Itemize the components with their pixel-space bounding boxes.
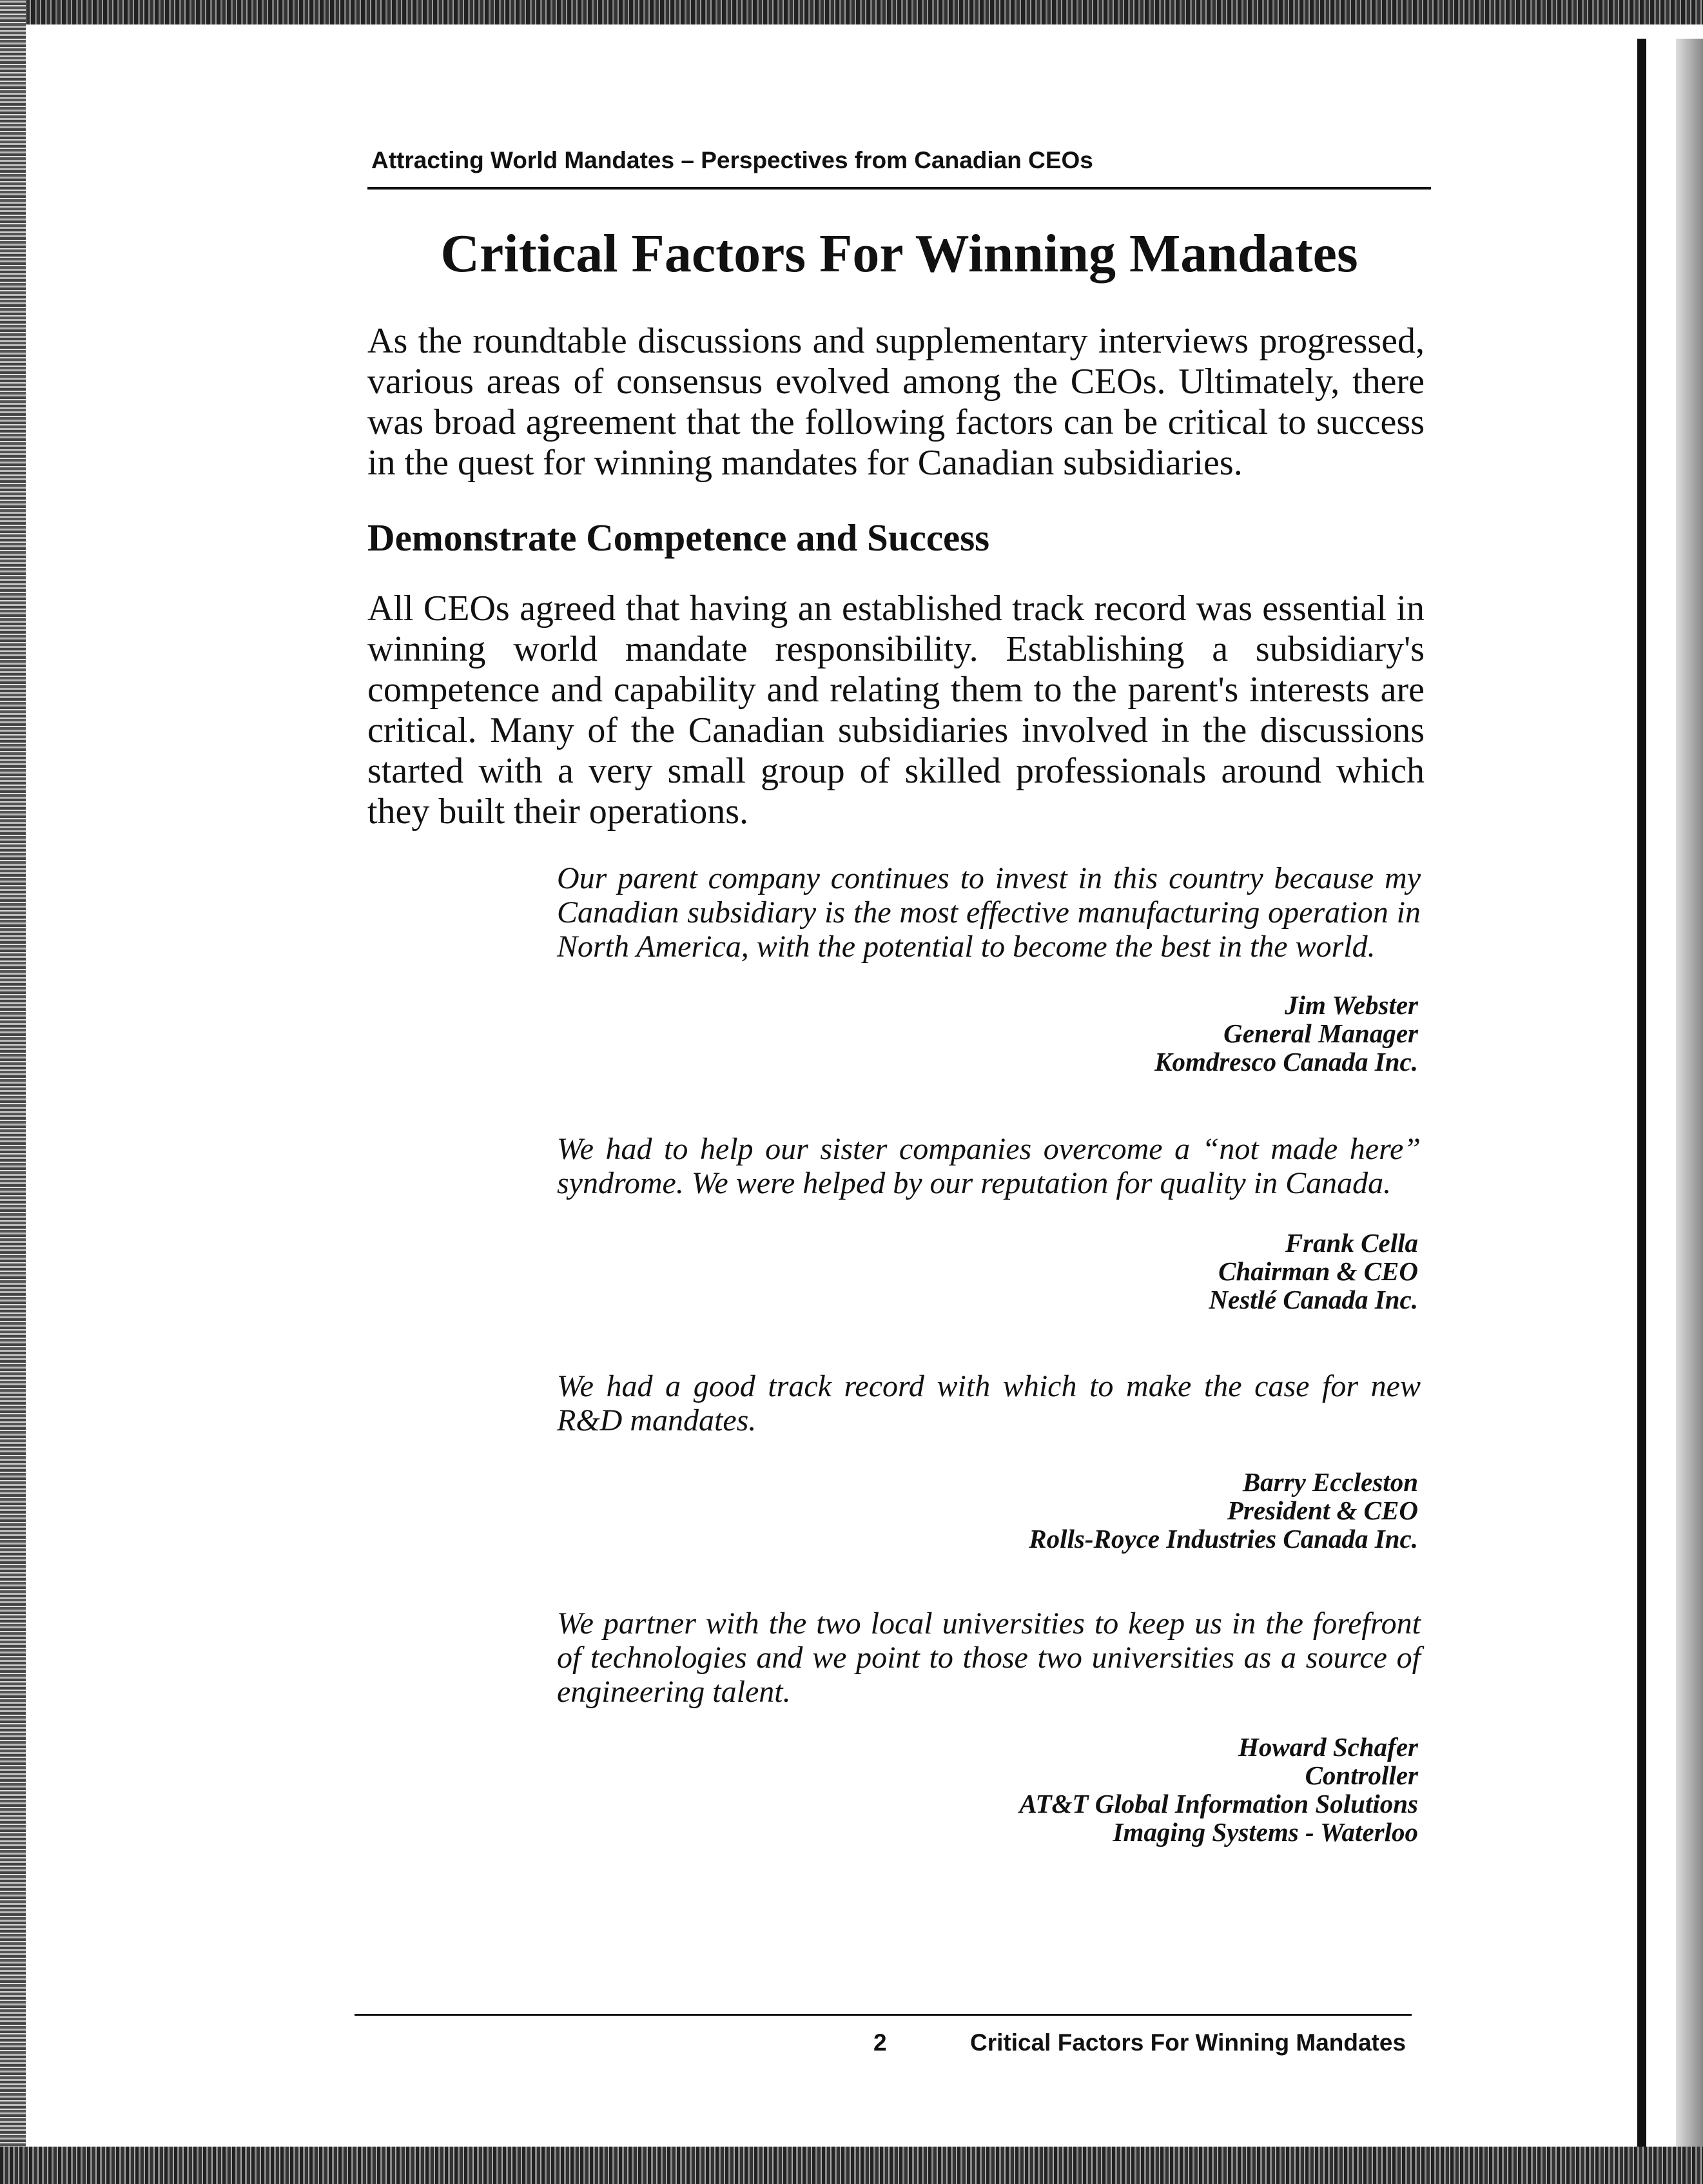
scan-border-top (0, 0, 1703, 24)
attribution-company: Komdresco Canada Inc. (1154, 1047, 1418, 1077)
running-header: Attracting World Mandates – Perspectives from Canadian CEOs (371, 147, 1093, 173)
scan-border-left (0, 0, 26, 2184)
attribution-title: President & CEO (1227, 1496, 1418, 1525)
footer-rule (355, 2014, 1412, 2016)
section-heading: Demonstrate Competence and Success (367, 516, 990, 559)
quote-attribution (838, 1733, 1418, 1846)
page-title: Critical Factors For Winning Mandates (440, 224, 1358, 284)
attribution-name: Barry Eccleston (1242, 1467, 1418, 1497)
attribution-company: AT&T Global Information Solutions (1019, 1789, 1418, 1818)
quote-attribution (838, 1229, 1418, 1314)
quote-attribution (838, 991, 1418, 1076)
attribution-title: Controller (1305, 1760, 1418, 1790)
page-number: 2 (873, 2029, 887, 2056)
attribution-company: Nestlé Canada Inc. (1209, 1285, 1418, 1314)
quote-attribution (838, 1468, 1418, 1553)
attribution-division: Imaging Systems - Waterloo (1113, 1817, 1418, 1847)
attribution-title: Chairman & CEO (1218, 1256, 1418, 1286)
scan-shade-right (1676, 39, 1703, 2147)
attribution-company: Rolls-Royce Industries Canada Inc. (1029, 1524, 1418, 1554)
header-rule (367, 187, 1431, 190)
section-paragraph: All CEOs agreed that having an established track record was essential in winning world mandate responsibility. Establishing a subsidiary's competence and capability and relating them to the parent's interests are critical. Many of the Canadian subsidiaries involved in the discussions started with a very small group of skilled professionals around which they built their operations. (367, 589, 1425, 832)
scan-border-bottom (0, 2147, 1703, 2184)
quote-text: We partner with the two local universities to keep us in the forefront of technologies and we point to those two universities as a source of engineering talent. (557, 1606, 1421, 1709)
footer-title: Critical Factors For Winning Mandates (970, 2029, 1406, 2056)
attribution-name: Frank Cella (1285, 1228, 1418, 1258)
attribution-title: General Manager (1223, 1019, 1418, 1048)
quote-text: We had to help our sister companies overcome a “not made here” syndrome. We were helped by our reputation for quality in Canada. (557, 1132, 1421, 1200)
quote-text: Our parent company continues to invest in this country because my Canadian subsidiary is the most effective manufacturing operation in North America, with the potential to become the best in the world. (557, 861, 1421, 964)
attribution-name: Howard Schafer (1238, 1732, 1418, 1762)
quote-text: We had a good track record with which to make the case for new R&D mandates. (557, 1369, 1421, 1438)
intro-paragraph: As the roundtable discussions and supplementary interviews progressed, various areas of consensus evolved among the CEOs. Ultimately, there was broad agreement that the following factors can be critical to success in the quest for winning mandates for Canadian subsidiaries. (367, 321, 1425, 483)
attribution-name: Jim Webster (1285, 990, 1418, 1020)
